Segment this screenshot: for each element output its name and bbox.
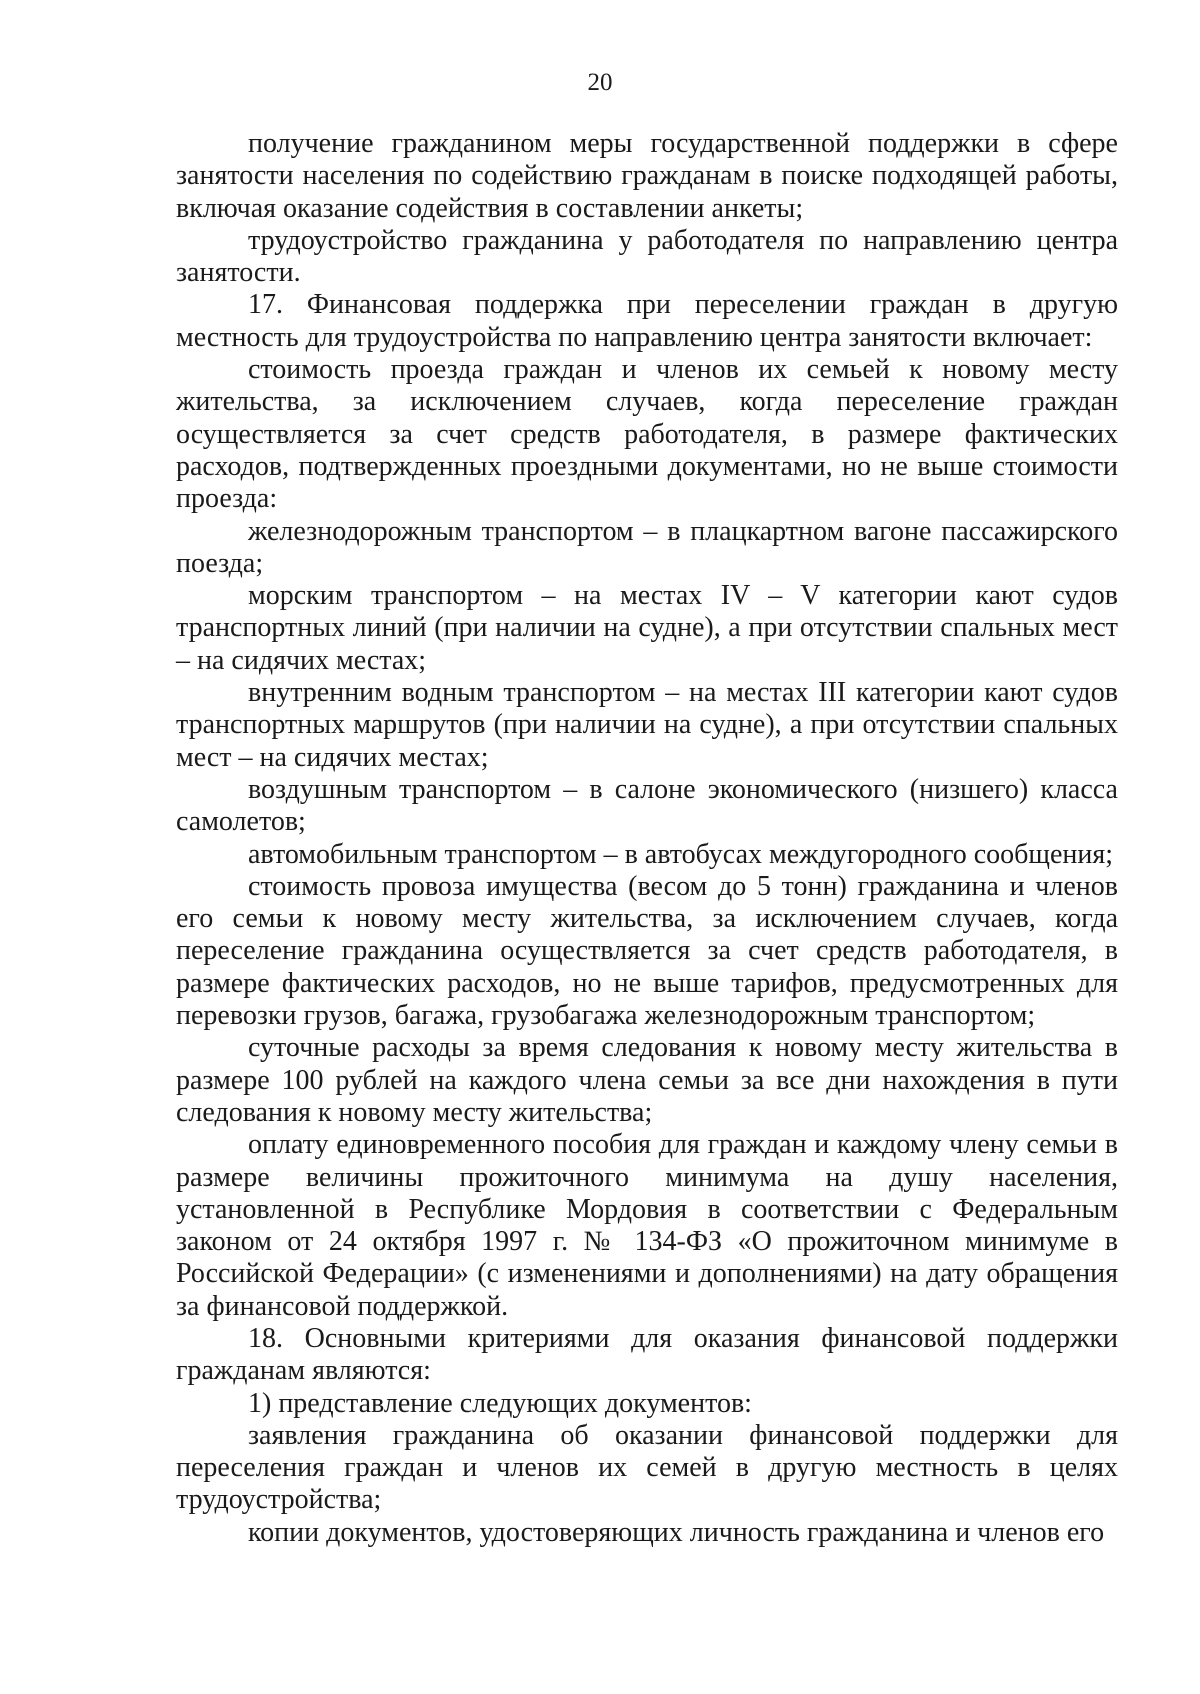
paragraph-employment: трудоустройство гражданина у работодателя по направлению центра занятости. (176, 224, 1118, 289)
paragraph-railway: железнодорожным транспортом – в плацкартном вагоне пассажирского поезда; (176, 515, 1118, 579)
paragraph-inland-water: внутренним водным транспортом – на местах III категории кают судов транспортных маршрутов (при наличии на судне), а при отсутствии спальных мест – на сидячих местах; (176, 677, 1118, 773)
paragraph-application: заявления гражданина об оказании финансовой поддержки для переселения граждан и членов их семей в другую местность в целях трудоустройства; (176, 1419, 1118, 1516)
paragraph-lump-sum-allowance: оплату единовременного пособия для граждан и каждому члену семьи в размере величины прожиточного минимума на душу населения, установленной в Республике Мордовия в соответствии с Федеральным законом от 24 октября 1997 г. № 134-ФЗ «О прожиточном минимуме в Российской Федерации» (с изменениями и дополнениями) на дату обращения за финансовой поддержкой. (176, 1129, 1118, 1322)
paragraph-property-transport: стоимость провоза имущества (весом до 5 тонн) гражданина и членов его семьи к новому месту жительства, за исключением случаев, когда переселение гражданина осуществляется за счет средств работодателя, в размере фактических расходов, но не выше тарифов, предусмотренных для перевозки грузов, багажа, грузобагажа железнодорожным транспортом; (176, 870, 1118, 1032)
page-number: 20 (587, 69, 613, 96)
paragraph-section-17: 17. Финансовая поддержка при переселении граждан в другую местность для трудоустройства по направлению центра занятости включает: (176, 289, 1118, 353)
paragraph-daily-expenses: суточные расходы за время следования к новому месту жительства в размере 100 рублей на каждого члена семьи за все дни нахождения в пути следования к новому месту жительства; (176, 1032, 1118, 1128)
paragraph-section-18: 18. Основными критериями для оказания финансовой поддержки гражданам являются: (176, 1322, 1118, 1387)
paragraph-identity-copies: копии документов, удостоверяющих личность гражданина и членов его (248, 1516, 1105, 1548)
document-body (176, 128, 1118, 1549)
paragraph-documents-list: 1) представление следующих документов: (248, 1387, 752, 1419)
paragraph-support-measure: получение гражданином меры государственной поддержки в сфере занятости населения по содействию гражданам в поиске подходящей работы, включая оказание содействия в составлении анкеты; (176, 128, 1118, 224)
paragraph-travel-cost: стоимость проезда граждан и членов их семьей к новому месту жительства, за исключением случаев, когда переселение граждан осуществляется за счет средств работодателя, в размере фактических расходов, подтвержденных проездными документами, но не выше стоимости проезда: (176, 354, 1118, 515)
paragraph-sea: морским транспортом – на местах IV – V категории кают судов транспортных линий (при наличии на судне), а при отсутствии спальных мест – на сидячих местах; (176, 580, 1118, 676)
paragraph-road: автомобильным транспортом – в автобусах междугородного сообщения; (248, 838, 1114, 870)
paragraph-air: воздушным транспортом – в салоне экономического (низшего) класса самолетов; (176, 773, 1118, 838)
